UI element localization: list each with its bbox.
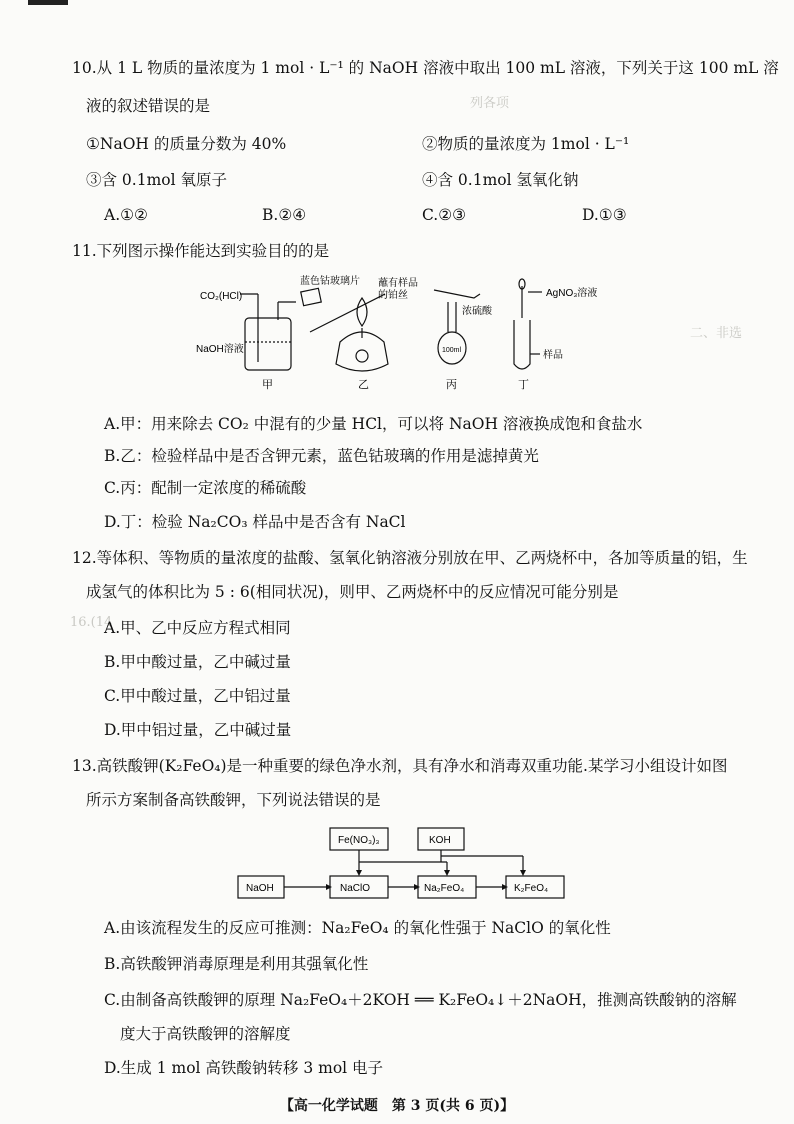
bleed-through-text: 16.(14 [70, 615, 113, 630]
gas-washing-bottle [245, 318, 291, 370]
label-wire-2: 的铂丝 [378, 290, 408, 301]
flow-k2feo4: K₂FeO₄ [514, 883, 549, 894]
label-cobalt-glass: 蓝色钴玻璃片 [300, 276, 360, 287]
bleed-through-text: 二、非选 [690, 326, 743, 341]
q13-stem-line1: 13.高铁酸钾(K₂FeO₄)是一种重要的绿色净水剂，具有净水和消毒双重功能.某学习小组设计如图 [72, 757, 728, 775]
q10-option-b: B.②④ [262, 206, 307, 224]
q10-stem-line1: 10.从 1 L 物质的量浓度为 1 mol · L⁻¹ 的 NaOH 溶液中取出 100 mL 溶液，下列关于这 100 mL 溶 [72, 59, 779, 77]
flow-fe-no3: Fe(NO₃)₃ [338, 835, 380, 846]
flow-naoh: NaOH [246, 883, 274, 894]
q12-option-a: A.甲、乙中反应方程式相同 [104, 619, 291, 637]
label-wire-1: 蘸有样品 [378, 278, 418, 289]
label-bing: 丙 [446, 379, 457, 391]
top-edge-mark [28, 0, 68, 5]
q12-option-c: C.甲中酸过量，乙中铝过量 [104, 687, 291, 705]
q11-option-b: B.乙：检验样品中是否含钾元素，蓝色钴玻璃的作用是滤掉黄光 [104, 447, 539, 465]
q12-option-b: B.甲中酸过量，乙中碱过量 [104, 653, 291, 671]
q13-option-d: D.生成 1 mol 高铁酸钠转移 3 mol 电子 [104, 1059, 384, 1077]
label-sample: 样品 [543, 350, 563, 361]
q10-option-c: C.②③ [422, 206, 467, 224]
q13-flow-diagram [230, 826, 570, 910]
q12-option-d: D.甲中铝过量，乙中碱过量 [104, 721, 292, 739]
q10-statement-1: ①NaOH 的质量分数为 40% [86, 135, 287, 153]
q10-option-a: A.①② [104, 206, 148, 224]
q11-option-c: C.丙：配制一定浓度的稀硫酸 [104, 479, 307, 497]
q10-statement-2: ②物质的量浓度为 1mol · L⁻¹ [422, 135, 630, 153]
flow-naclo: NaClO [340, 883, 371, 894]
label-naoh-solution: NaOH溶液 [196, 344, 244, 355]
q11-option-a: A.甲：用来除去 CO₂ 中混有的少量 HCl，可以将 NaOH 溶液换成饱和食盐水 [104, 415, 643, 433]
q10-stem-line2: 液的叙述错误的是 [86, 97, 211, 115]
q10-statement-3: ③含 0.1mol 氧原子 [86, 171, 227, 189]
q13-option-a: A.由该流程发生的反应可推测：Na₂FeO₄ 的氧化性强于 NaClO 的氧化性 [104, 919, 611, 937]
q12-stem-line2: 成氢气的体积比为 5 : 6(相同状况)，则甲、乙两烧杯中的反应情况可能分别是 [86, 583, 619, 601]
label-jia: 甲 [262, 379, 273, 391]
label-conc-sulfuric-acid: 浓硫酸 [462, 306, 492, 317]
q10-option-d: D.①③ [582, 206, 627, 224]
bleed-through-text: 列各项 [470, 96, 510, 111]
q13-stem-line2: 所示方案制备高铁酸钾，下列说法错误的是 [86, 791, 381, 809]
apparatus-diagram [190, 272, 640, 402]
q13-option-c-line1: C.由制备高铁酸钾的原理 Na₂FeO₄＋2KOH ══ K₂FeO₄↓＋2NaOH，推测高铁酸钠的溶解 [104, 991, 737, 1009]
test-tube [514, 320, 530, 369]
q11-apparatus-figure [190, 272, 640, 406]
label-ding: 丁 [518, 379, 529, 391]
label-agno3: AgNO₃溶液 [546, 288, 598, 299]
q13-option-c-line2: 度大于高铁酸钾的溶解度 [120, 1025, 291, 1043]
flow-na2feo4: Na₂FeO₄ [424, 883, 465, 894]
q11-option-d: D.丁：检验 Na₂CO₃ 样品中是否含有 NaCl [104, 513, 406, 531]
page-footer: 【高一化学试题 第 3 页(共 6 页)】 [279, 1098, 515, 1114]
label-flask-volume: 100ml [442, 347, 462, 354]
flame [357, 298, 367, 326]
q10-statement-4: ④含 0.1mol 氢氧化钠 [422, 171, 579, 189]
label-co2-hcl: CO₂(HCl) [200, 291, 243, 302]
q11-stem: 11.下列图示操作能达到实验目的的是 [72, 242, 330, 260]
q12-stem-line1: 12.等体积、等物质的量浓度的盐酸、氢氧化钠溶液分别放在甲、乙两烧杯中，各加等质量的铝，生 [72, 549, 748, 567]
flowchart [230, 826, 570, 906]
flow-koh: KOH [429, 835, 451, 846]
q13-option-b: B.高铁酸钾消毒原理是利用其强氧化性 [104, 955, 369, 973]
cobalt-glass [301, 288, 322, 305]
label-yi: 乙 [358, 379, 369, 391]
acid-bottle [434, 290, 480, 298]
